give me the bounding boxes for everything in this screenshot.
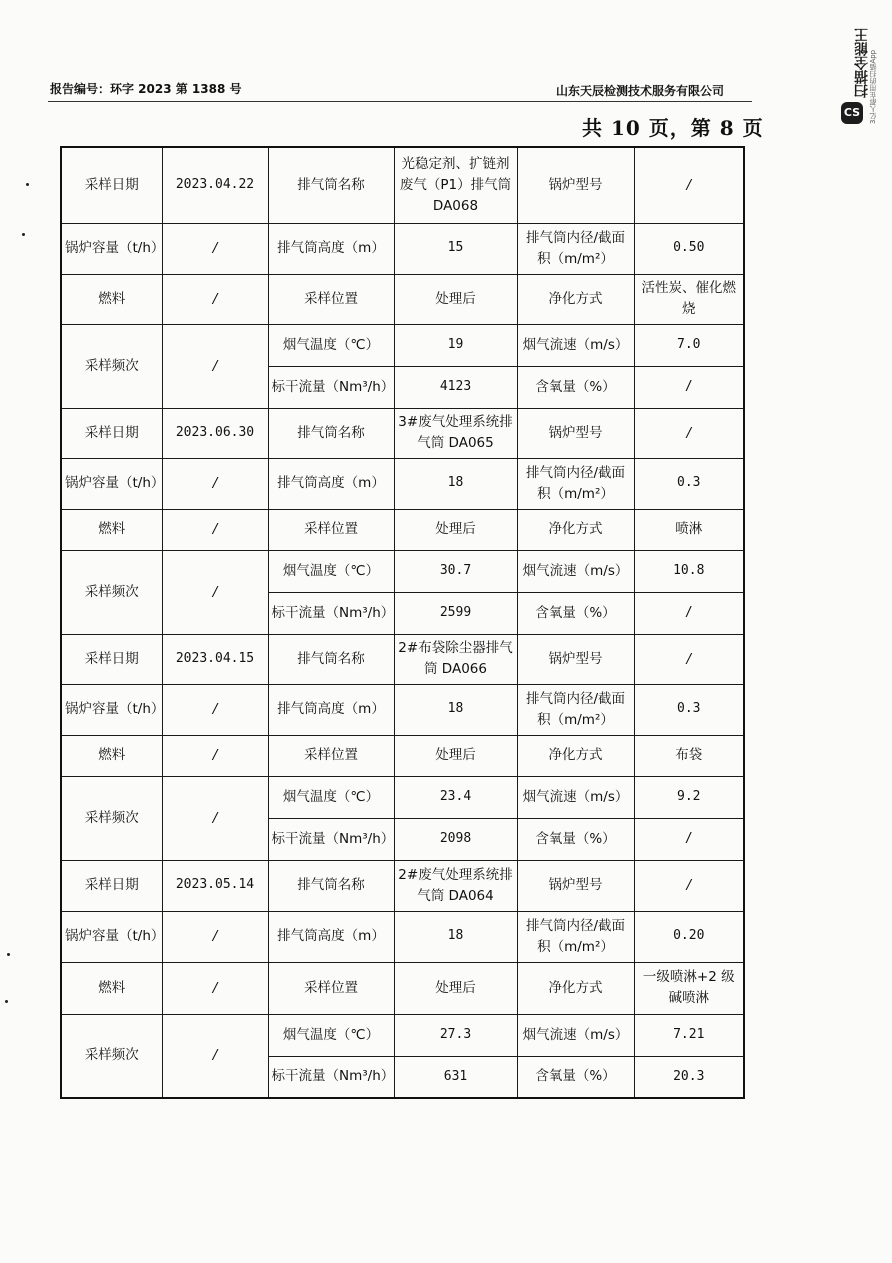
fuel-label: 燃料 bbox=[61, 274, 162, 324]
sampling-frequency-value: / bbox=[162, 1014, 268, 1098]
stack-diameter-value: 0.50 bbox=[634, 223, 744, 274]
boiler-model-value: / bbox=[634, 634, 744, 684]
purification-label: 净化方式 bbox=[517, 962, 634, 1014]
sampling-location-value: 处理后 bbox=[394, 735, 517, 776]
std-dry-flow-label: 标干流量（Nm³/h） bbox=[268, 366, 394, 408]
fuel-label: 燃料 bbox=[61, 735, 162, 776]
table-row bbox=[61, 962, 744, 1014]
stack-name-value: 3#废气处理系统排气筒 DA065 bbox=[394, 408, 517, 458]
std-dry-flow-value: 4123 bbox=[394, 366, 517, 408]
stack-height-label: 排气筒高度（m） bbox=[268, 223, 394, 274]
std-dry-flow-value: 2599 bbox=[394, 592, 517, 634]
oxygen-value: / bbox=[634, 366, 744, 408]
sampling-date-value: 2023.04.15 bbox=[162, 634, 268, 684]
sampling-date-label: 采样日期 bbox=[61, 634, 162, 684]
company-name: 山东天辰检测技术服务有限公司 bbox=[556, 84, 725, 98]
sampling-location-label: 采样位置 bbox=[268, 735, 394, 776]
stack-name-value: 2#布袋除尘器排气筒 DA066 bbox=[394, 634, 517, 684]
purification-value: 喷淋 bbox=[634, 509, 744, 550]
boiler-capacity-label: 锅炉容量（t/h） bbox=[61, 223, 162, 274]
table-row bbox=[61, 776, 744, 818]
boiler-model-label: 锅炉型号 bbox=[517, 634, 634, 684]
sampling-frequency-value: / bbox=[162, 550, 268, 634]
boiler-capacity-label: 锅炉容量（t/h） bbox=[61, 911, 162, 962]
purification-label: 净化方式 bbox=[517, 509, 634, 550]
table-row bbox=[61, 458, 744, 509]
scan-speck bbox=[5, 1000, 8, 1003]
page-indicator: 共 10 页，第 8 页 bbox=[582, 116, 764, 140]
flue-velocity-value: 9.2 bbox=[634, 776, 744, 818]
boiler-model-value: / bbox=[634, 147, 744, 223]
boiler-model-value: / bbox=[634, 860, 744, 911]
boiler-model-label: 锅炉型号 bbox=[517, 408, 634, 458]
table-row bbox=[61, 509, 744, 550]
fuel-label: 燃料 bbox=[61, 509, 162, 550]
boiler-capacity-value: / bbox=[162, 223, 268, 274]
sampling-date-label: 采样日期 bbox=[61, 147, 162, 223]
fuel-label: 燃料 bbox=[61, 962, 162, 1014]
watermark-brand: 扫描全能王 bbox=[854, 28, 870, 98]
stack-name-value: 2#废气处理系统排气筒 DA064 bbox=[394, 860, 517, 911]
sampling-location-label: 采样位置 bbox=[268, 274, 394, 324]
boiler-capacity-value: / bbox=[162, 684, 268, 735]
flue-temp-label: 烟气温度（℃） bbox=[268, 1014, 394, 1056]
stack-diameter-label: 排气筒内径/截面积（m/m²） bbox=[517, 458, 634, 509]
flue-velocity-value: 10.8 bbox=[634, 550, 744, 592]
stack-height-label: 排气筒高度（m） bbox=[268, 911, 394, 962]
flue-temp-label: 烟气温度（℃） bbox=[268, 550, 394, 592]
sampling-frequency-value: / bbox=[162, 324, 268, 408]
std-dry-flow-value: 631 bbox=[394, 1056, 517, 1098]
boiler-capacity-label: 锅炉容量（t/h） bbox=[61, 458, 162, 509]
sampling-location-label: 采样位置 bbox=[268, 509, 394, 550]
sampling-date-value: 2023.04.22 bbox=[162, 147, 268, 223]
oxygen-label: 含氧量（%） bbox=[517, 366, 634, 408]
boiler-capacity-value: / bbox=[162, 458, 268, 509]
flue-temp-label: 烟气温度（℃） bbox=[268, 324, 394, 366]
stack-diameter-value: 0.20 bbox=[634, 911, 744, 962]
table-row bbox=[61, 147, 744, 223]
flue-temp-value: 23.4 bbox=[394, 776, 517, 818]
std-dry-flow-label: 标干流量（Nm³/h） bbox=[268, 1056, 394, 1098]
fuel-value: / bbox=[162, 962, 268, 1014]
table-row bbox=[61, 274, 744, 324]
stack-name-label: 排气筒名称 bbox=[268, 147, 394, 223]
boiler-capacity-label: 锅炉容量（t/h） bbox=[61, 684, 162, 735]
scan-speck bbox=[22, 233, 25, 236]
scanner-watermark bbox=[836, 14, 876, 124]
sampling-frequency-label: 采样频次 bbox=[61, 1014, 162, 1098]
sampling-date-label: 采样日期 bbox=[61, 860, 162, 911]
sampling-location-value: 处理后 bbox=[394, 509, 517, 550]
flue-velocity-value: 7.0 bbox=[634, 324, 744, 366]
table-row bbox=[61, 550, 744, 592]
sampling-date-value: 2023.06.30 bbox=[162, 408, 268, 458]
table-row bbox=[61, 911, 744, 962]
table-row bbox=[61, 223, 744, 274]
flue-temp-value: 19 bbox=[394, 324, 517, 366]
boiler-model-label: 锅炉型号 bbox=[517, 147, 634, 223]
oxygen-label: 含氧量（%） bbox=[517, 1056, 634, 1098]
table-row bbox=[61, 735, 744, 776]
flue-temp-value: 27.3 bbox=[394, 1014, 517, 1056]
flue-velocity-label: 烟气流速（m/s） bbox=[517, 1014, 634, 1056]
table-row bbox=[61, 408, 744, 458]
stack-diameter-value: 0.3 bbox=[634, 684, 744, 735]
table-row bbox=[61, 684, 744, 735]
boiler-model-value: / bbox=[634, 408, 744, 458]
boiler-capacity-value: / bbox=[162, 911, 268, 962]
report-number: 报告编号：环字 2023 第 1388 号 bbox=[50, 82, 242, 96]
purification-value: 活性炭、催化燃烧 bbox=[634, 274, 744, 324]
sampling-date-label: 采样日期 bbox=[61, 408, 162, 458]
std-dry-flow-label: 标干流量（Nm³/h） bbox=[268, 592, 394, 634]
stack-diameter-label: 排气筒内径/截面积（m/m²） bbox=[517, 684, 634, 735]
scan-speck bbox=[7, 953, 10, 956]
flue-velocity-value: 7.21 bbox=[634, 1014, 744, 1056]
sampling-frequency-value: / bbox=[162, 776, 268, 860]
sampling-location-value: 处理后 bbox=[394, 274, 517, 324]
std-dry-flow-label: 标干流量（Nm³/h） bbox=[268, 818, 394, 860]
flue-velocity-label: 烟气流速（m/s） bbox=[517, 550, 634, 592]
sampling-frequency-label: 采样频次 bbox=[61, 776, 162, 860]
table-row bbox=[61, 1014, 744, 1056]
table-row bbox=[61, 634, 744, 684]
table-row bbox=[61, 324, 744, 366]
stack-name-label: 排气筒名称 bbox=[268, 860, 394, 911]
sampling-location-label: 采样位置 bbox=[268, 962, 394, 1014]
header-divider bbox=[48, 101, 752, 102]
stack-diameter-label: 排气筒内径/截面积（m/m²） bbox=[517, 911, 634, 962]
flue-temp-label: 烟气温度（℃） bbox=[268, 776, 394, 818]
purification-value: 布袋 bbox=[634, 735, 744, 776]
purification-label: 净化方式 bbox=[517, 735, 634, 776]
stack-diameter-label: 排气筒内径/截面积（m/m²） bbox=[517, 223, 634, 274]
fuel-value: / bbox=[162, 735, 268, 776]
stack-name-value: 光稳定剂、扩链剂废气（P1）排气筒 DA068 bbox=[394, 147, 517, 223]
flue-velocity-label: 烟气流速（m/s） bbox=[517, 324, 634, 366]
purification-label: 净化方式 bbox=[517, 274, 634, 324]
oxygen-value: / bbox=[634, 592, 744, 634]
stack-name-label: 排气筒名称 bbox=[268, 634, 394, 684]
fuel-value: / bbox=[162, 509, 268, 550]
camscanner-logo-icon: CS bbox=[841, 102, 863, 124]
stack-name-label: 排气筒名称 bbox=[268, 408, 394, 458]
flue-velocity-label: 烟气流速（m/s） bbox=[517, 776, 634, 818]
oxygen-value: / bbox=[634, 818, 744, 860]
sampling-date-value: 2023.05.14 bbox=[162, 860, 268, 911]
sampling-frequency-label: 采样频次 bbox=[61, 550, 162, 634]
stack-height-value: 18 bbox=[394, 911, 517, 962]
purification-value: 一级喷淋+2 级碱喷淋 bbox=[634, 962, 744, 1014]
table-row bbox=[61, 860, 744, 911]
fuel-value: / bbox=[162, 274, 268, 324]
stack-diameter-value: 0.3 bbox=[634, 458, 744, 509]
sampling-location-value: 处理后 bbox=[394, 962, 517, 1014]
scan-speck bbox=[26, 183, 29, 186]
watermark-slogan: 3亿人都在用的扫描App bbox=[869, 49, 877, 124]
oxygen-label: 含氧量（%） bbox=[517, 818, 634, 860]
stack-height-value: 18 bbox=[394, 684, 517, 735]
stack-height-value: 15 bbox=[394, 223, 517, 274]
stack-height-label: 排气筒高度（m） bbox=[268, 458, 394, 509]
stack-height-label: 排气筒高度（m） bbox=[268, 684, 394, 735]
std-dry-flow-value: 2098 bbox=[394, 818, 517, 860]
stack-height-value: 18 bbox=[394, 458, 517, 509]
oxygen-value: 20.3 bbox=[634, 1056, 744, 1098]
oxygen-label: 含氧量（%） bbox=[517, 592, 634, 634]
exhaust-stack-table bbox=[60, 146, 745, 1099]
sampling-frequency-label: 采样频次 bbox=[61, 324, 162, 408]
boiler-model-label: 锅炉型号 bbox=[517, 860, 634, 911]
flue-temp-value: 30.7 bbox=[394, 550, 517, 592]
